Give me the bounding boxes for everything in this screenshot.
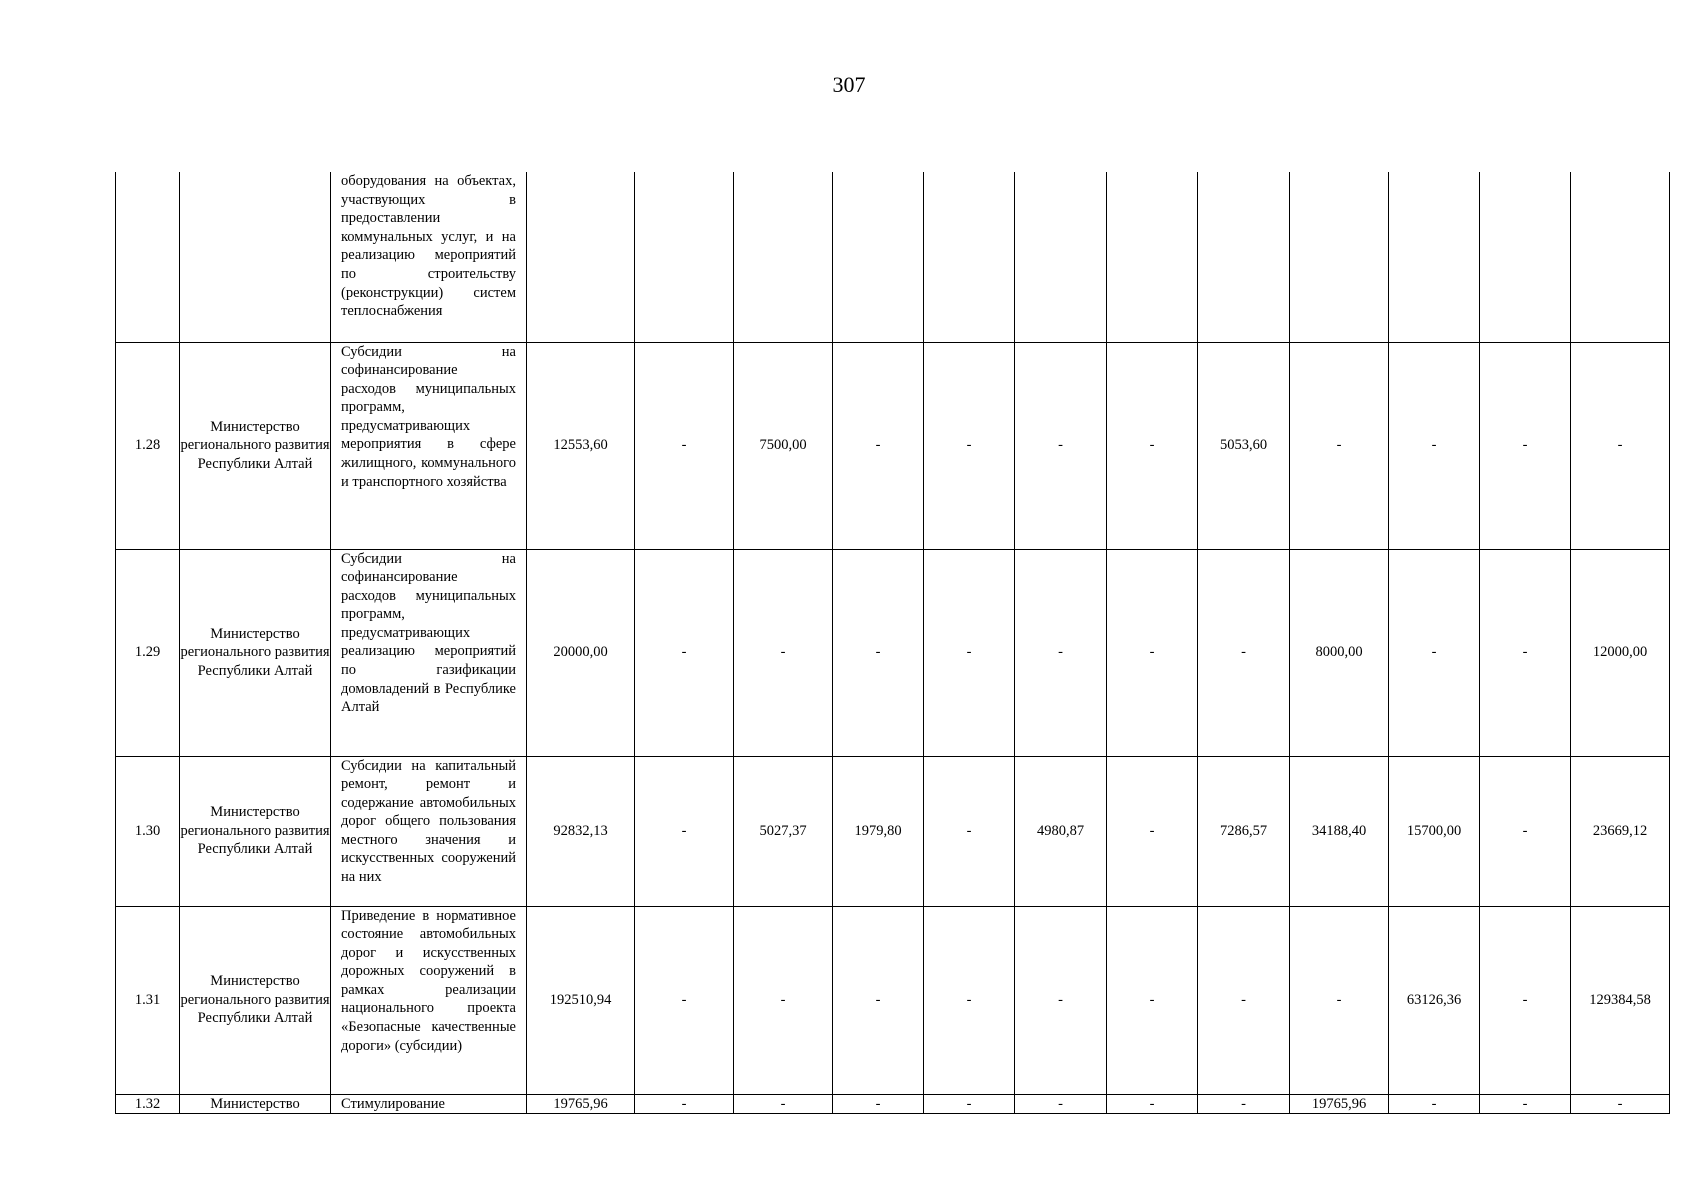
amount-cell: - xyxy=(924,549,1015,756)
responsible-executor-cell: Министерство регионального развития Республики Алтай xyxy=(180,549,331,756)
amount-cell: - xyxy=(635,342,734,549)
amount-cell: 15700,00 xyxy=(1389,756,1480,906)
amount-cell xyxy=(1290,172,1389,342)
table-row xyxy=(116,1094,1670,1114)
amount-cell: - xyxy=(1107,342,1198,549)
amount-cell: - xyxy=(635,549,734,756)
amount-cell: 63126,36 xyxy=(1389,906,1480,1094)
amount-cell: - xyxy=(1480,906,1571,1094)
amount-cell xyxy=(833,172,924,342)
responsible-executor-cell xyxy=(180,172,331,342)
total-amount-cell: 19765,96 xyxy=(527,1094,635,1114)
measure-description-cell: Субсидии на капитальный ремонт, ремонт и содержание автомобильных дорог общего пользования местного значения и искусственных сооружений на них xyxy=(331,756,527,906)
amount-cell: 5027,37 xyxy=(734,756,833,906)
amount-cell: 5053,60 xyxy=(1198,342,1290,549)
amount-cell: - xyxy=(1107,906,1198,1094)
table-row xyxy=(116,342,1670,549)
amount-cell: 7500,00 xyxy=(734,342,833,549)
amount-cell xyxy=(924,172,1015,342)
amount-cell: - xyxy=(1107,549,1198,756)
amount-cell xyxy=(1015,172,1107,342)
amount-cell: - xyxy=(1290,342,1389,549)
amount-cell: - xyxy=(1480,549,1571,756)
amount-cell: - xyxy=(1571,342,1670,549)
amount-cell xyxy=(734,172,833,342)
measure-description-cell: Приведение в нормативное состояние автомобильных дорог и искусственных дорожных сооружений в рамках реализации национального проекта «Безопасные качественные дороги» (субсидии) xyxy=(331,906,527,1094)
page-number: 307 xyxy=(832,72,866,97)
amount-cell: - xyxy=(1107,756,1198,906)
table-row xyxy=(116,172,1670,342)
amount-cell: 1979,80 xyxy=(833,756,924,906)
amount-cell: - xyxy=(833,1094,924,1114)
row-number-cell xyxy=(116,172,180,342)
total-amount-cell: 12553,60 xyxy=(527,342,635,549)
measure-description-cell: Стимулирование xyxy=(331,1094,527,1114)
amount-cell: - xyxy=(1198,1094,1290,1114)
amount-cell: - xyxy=(734,906,833,1094)
amount-cell: - xyxy=(924,1094,1015,1114)
amount-cell: - xyxy=(1389,549,1480,756)
amount-cell xyxy=(1389,172,1480,342)
amount-cell: 7286,57 xyxy=(1198,756,1290,906)
amount-cell: - xyxy=(1480,756,1571,906)
row-number-cell: 1.29 xyxy=(116,549,180,756)
amount-cell: 23669,12 xyxy=(1571,756,1670,906)
amount-cell: 19765,96 xyxy=(1290,1094,1389,1114)
responsible-executor-cell: Министерство регионального развития Республики Алтай xyxy=(180,342,331,549)
amount-cell: - xyxy=(1480,1094,1571,1114)
table-row xyxy=(116,756,1670,906)
amount-cell: - xyxy=(1198,549,1290,756)
amount-cell: - xyxy=(924,756,1015,906)
amount-cell: - xyxy=(1389,342,1480,549)
table-body xyxy=(116,172,1670,1114)
amount-cell: - xyxy=(1015,1094,1107,1114)
amount-cell: - xyxy=(1015,906,1107,1094)
amount-cell: 12000,00 xyxy=(1571,549,1670,756)
amount-cell: - xyxy=(833,342,924,549)
amount-cell: - xyxy=(1480,342,1571,549)
amount-cell xyxy=(1198,172,1290,342)
amount-cell xyxy=(1107,172,1198,342)
total-amount-cell: 192510,94 xyxy=(527,906,635,1094)
amount-cell: - xyxy=(1389,1094,1480,1114)
total-amount-cell: 20000,00 xyxy=(527,549,635,756)
amount-cell: 8000,00 xyxy=(1290,549,1389,756)
amount-cell: - xyxy=(1290,906,1389,1094)
amount-cell: - xyxy=(1015,342,1107,549)
amount-cell: - xyxy=(833,906,924,1094)
amount-cell: - xyxy=(635,756,734,906)
amount-cell: - xyxy=(635,1094,734,1114)
measure-description-cell: оборудования на объектах, участвующих в предоставлении коммунальных услуг, и на реализацию мероприятий по строительству (реконструкции) систем теплоснабжения xyxy=(331,172,527,342)
amount-cell: - xyxy=(833,549,924,756)
amount-cell: - xyxy=(924,342,1015,549)
row-number-cell: 1.31 xyxy=(116,906,180,1094)
measure-description-cell: Субсидии на софинансирование расходов муниципальных программ, предусматривающих реализацию мероприятий по газификации домовладений в Республике Алтай xyxy=(331,549,527,756)
amount-cell xyxy=(1480,172,1571,342)
responsible-executor-cell: Министерство xyxy=(180,1094,331,1114)
row-number-cell: 1.30 xyxy=(116,756,180,906)
amount-cell: - xyxy=(734,1094,833,1114)
amount-cell: - xyxy=(734,549,833,756)
total-amount-cell xyxy=(527,172,635,342)
budget-table xyxy=(115,172,1670,1114)
measure-description-cell: Субсидии на софинансирование расходов муниципальных программ, предусматривающих мероприятия в сфере жилищного, коммунального и транспортного хозяйства xyxy=(331,342,527,549)
amount-cell: - xyxy=(1198,906,1290,1094)
amount-cell xyxy=(1571,172,1670,342)
amount-cell: 34188,40 xyxy=(1290,756,1389,906)
row-number-cell: 1.32 xyxy=(116,1094,180,1114)
amount-cell: - xyxy=(635,906,734,1094)
table-row xyxy=(116,549,1670,756)
amount-cell: - xyxy=(1107,1094,1198,1114)
amount-cell: 4980,87 xyxy=(1015,756,1107,906)
amount-cell: - xyxy=(1015,549,1107,756)
amount-cell xyxy=(635,172,734,342)
responsible-executor-cell: Министерство регионального развития Республики Алтай xyxy=(180,906,331,1094)
responsible-executor-cell: Министерство регионального развития Республики Алтай xyxy=(180,756,331,906)
row-number-cell: 1.28 xyxy=(116,342,180,549)
table-row xyxy=(116,906,1670,1094)
amount-cell: - xyxy=(1571,1094,1670,1114)
amount-cell: - xyxy=(924,906,1015,1094)
amount-cell: 129384,58 xyxy=(1571,906,1670,1094)
total-amount-cell: 92832,13 xyxy=(527,756,635,906)
